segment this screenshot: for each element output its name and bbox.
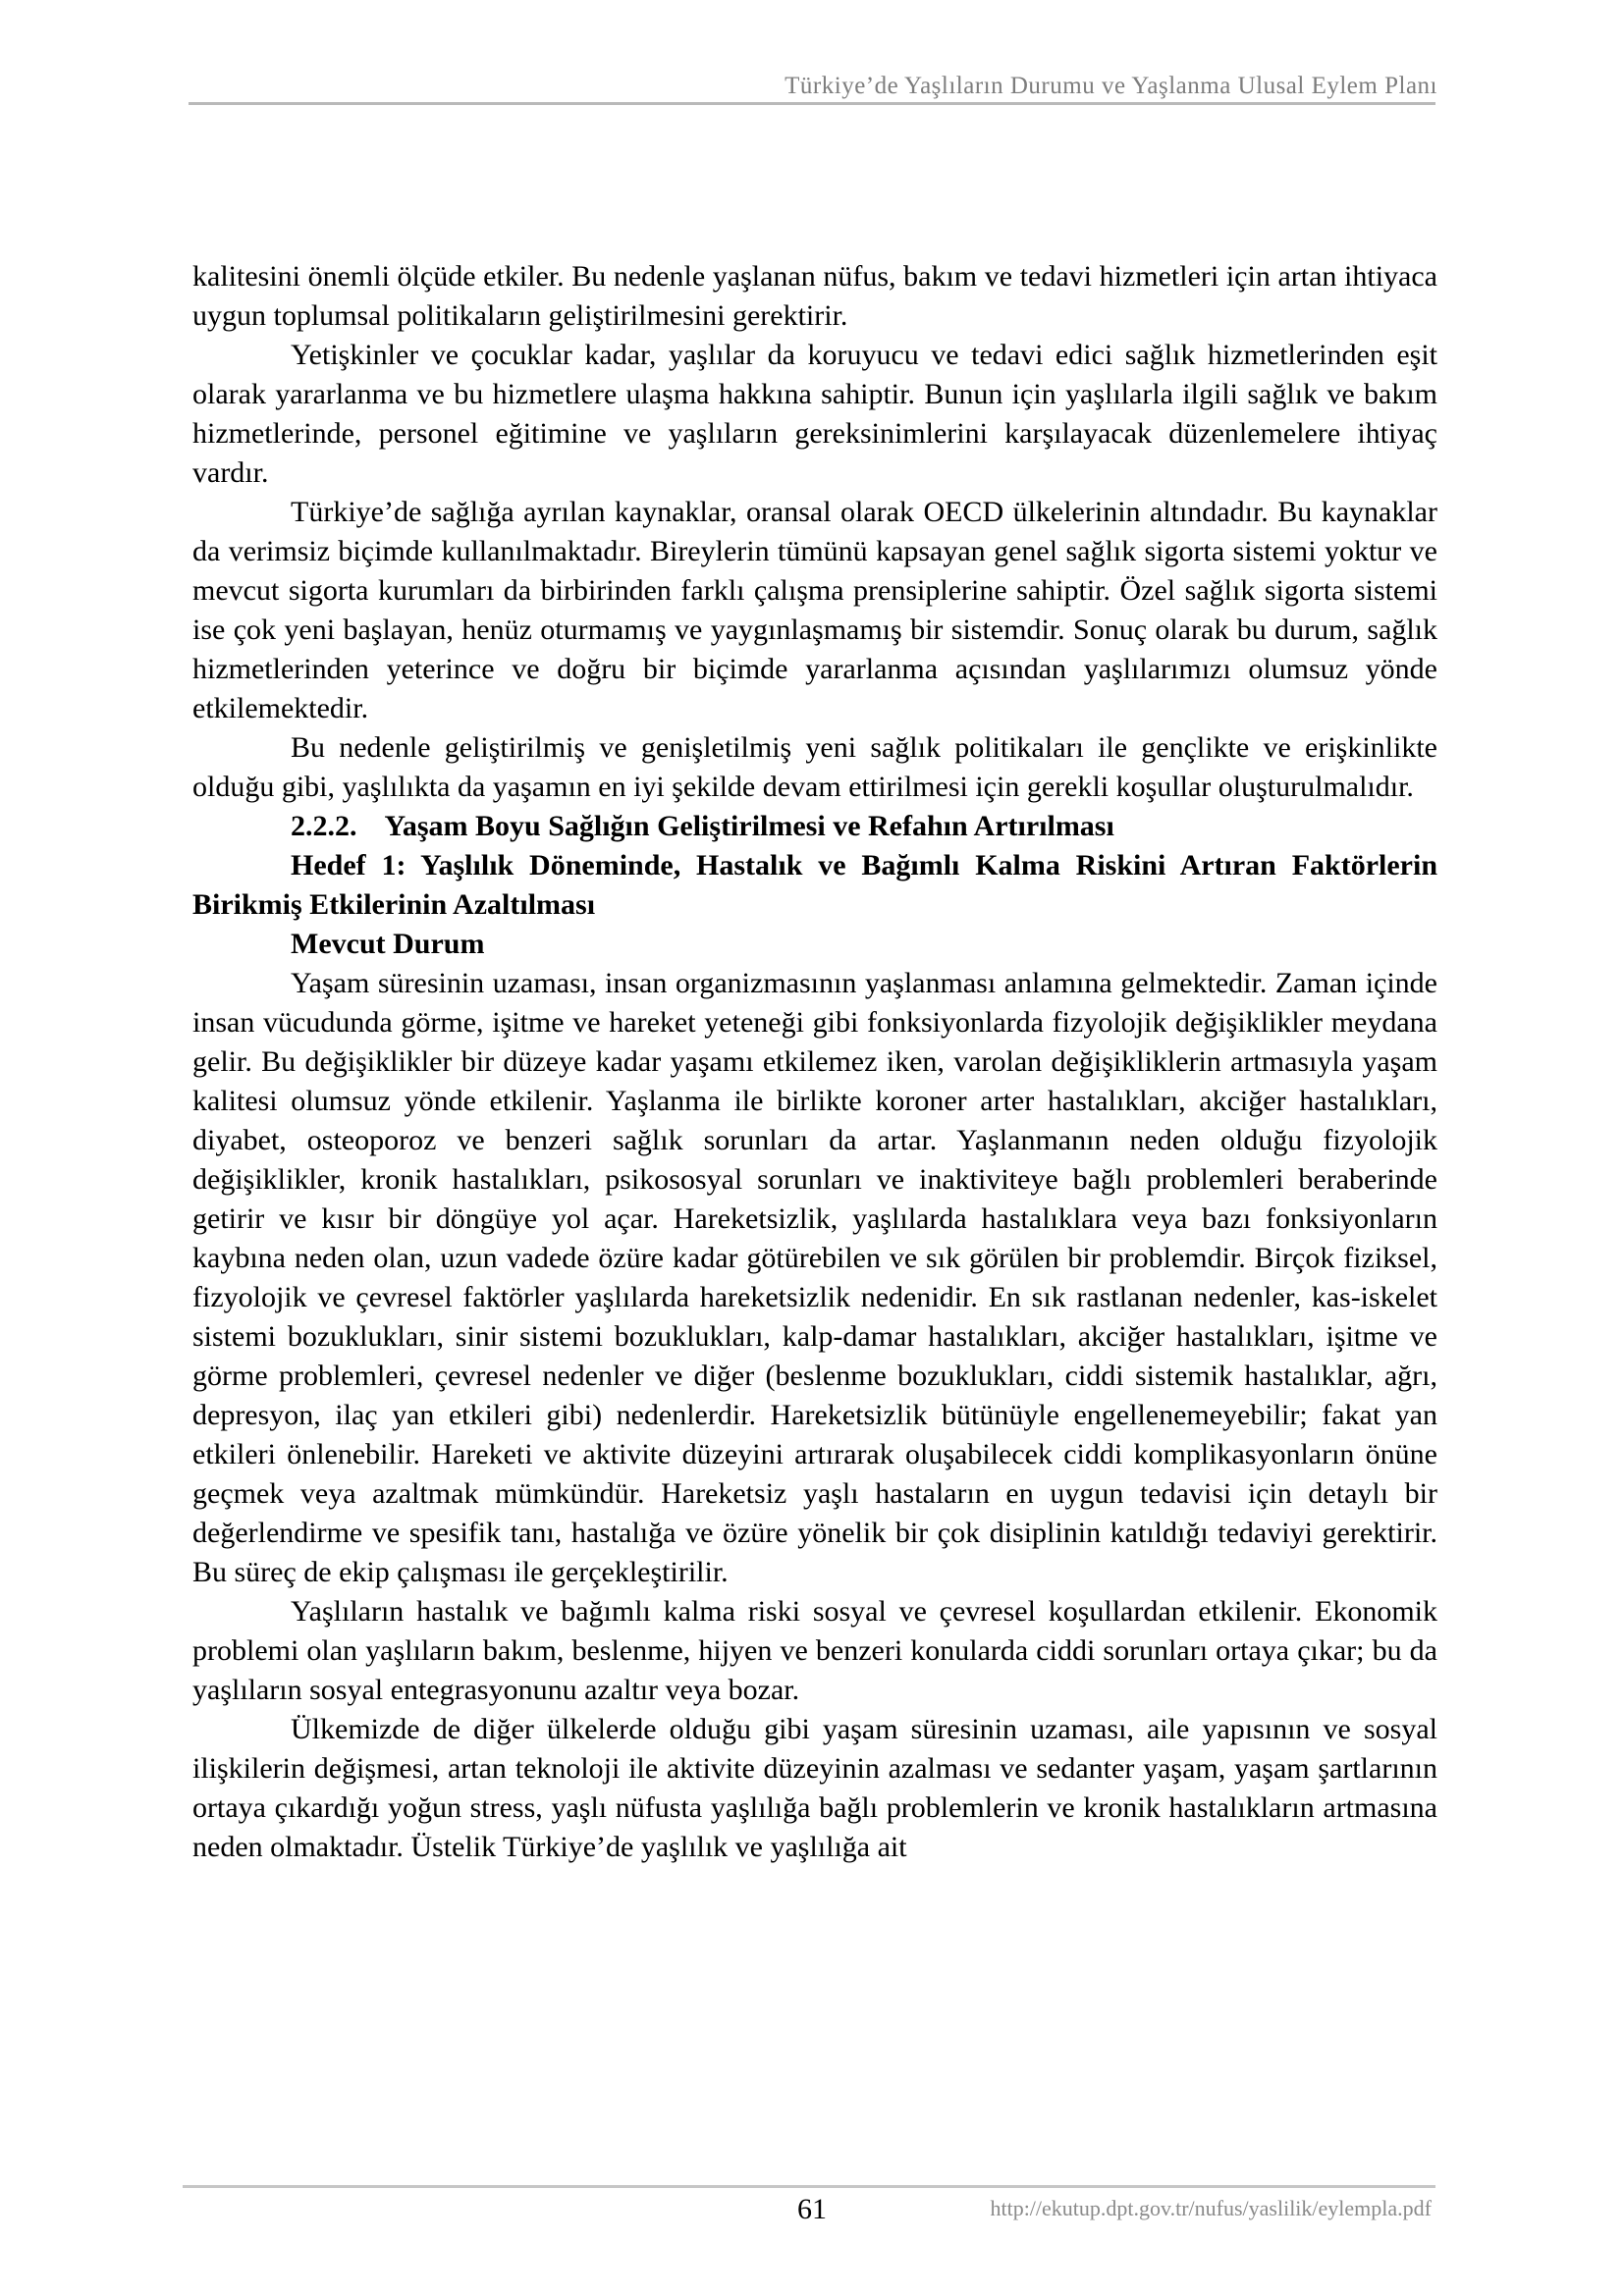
paragraph: kalitesini önemli ölçüde etkiler. Bu nedenle yaşlanan nüfus, bakım ve tedavi hizmetleri için artan ihtiyaca uygun toplumsal politikaların geliştirilmesini gerektirir. — [192, 260, 1437, 332]
page-body — [192, 257, 1437, 1867]
section-number: 2.2.2. — [291, 810, 357, 842]
paragraph: Yetişkinler ve çocuklar kadar, yaşlılar da koruyucu ve tedavi edici sağlık hizmetlerinden eşit olarak yararlanma ve bu hizmetlere ulaşma hakkına sahiptir. Bunun için yaşlılarla ilgili sağlık ve bakım hizmetlerinde, personel eğitimine ve yaşlıların gereksinimlerini karşılayacak düzenlemelere ihtiyaç vardır. — [192, 339, 1437, 489]
section-heading — [192, 807, 1437, 846]
footer-rule — [183, 2185, 1435, 2188]
page-number: 61 — [797, 2193, 827, 2225]
paragraph: Türkiye’de sağlığa ayrılan kaynaklar, oransal olarak OECD ülkelerinin altındadır. Bu kaynaklar da verimsiz biçimde kullanılmaktadır. Bireylerin tümünü kapsayan genel sağlık sigorta sistemi yoktur ve mevcut sigorta kurumları da birbirinden farklı çalışma prensiplerine sahiptir. Özel sağlık sigorta sistemi ise çok yeni başlayan, henüz oturmamış ve yaygınlaşmamış bir sistemdir. Sonuç olarak bu durum, sağlık hizmetlerinden yeterince ve doğru bir biçimde yararlanma açısından yaşlılarımızı olumsuz yönde etkilemektedir. — [192, 496, 1437, 724]
header-rule — [189, 102, 1435, 105]
section-title: Yaşam Boyu Sağlığın Geliştirilmesi ve Refahın Artırılması — [384, 810, 1114, 842]
paragraph: Yaşlıların hastalık ve bağımlı kalma riski sosyal ve çevresel koşullardan etkilenir. Ekonomik problemi olan yaşlıların bakım, beslenme, hijyen ve benzeri konularda ciddi sorunları ortaya çıkar; bu da yaşlıların sosyal entegrasyonunu azaltır veya bozar. — [192, 1595, 1437, 1706]
running-header-title: Türkiye’de Yaşlıların Durumu ve Yaşlanma Ulusal Eylem Planı — [785, 73, 1437, 99]
footer-source-url: http://ekutup.dpt.gov.tr/nufus/yaslilik/eylempla.pdf — [990, 2196, 1432, 2220]
paragraph: Yaşam süresinin uzaması, insan organizmasının yaşlanması anlamına gelmektedir. Zaman içinde insan vücudunda görme, işitme ve hareket yeteneği gibi fonksiyonlarda fizyolojik değişiklikler meydana gelir. Bu değişiklikler bir düzeye kadar yaşamı etkilemez iken, varolan değişikliklerin artmasıyla yaşam kalitesi olumsuz yönde etkilenir. Yaşlanma ile birlikte koroner arter hastalıkları, akciğer hastalıkları, diyabet, osteoporoz ve benzeri sağlık sorunları da artar. Yaşlanmanın neden olduğu fizyolojik değişiklikler, kronik hastalıkları, psikososyal sorunları ve inaktiviteye bağlı problemleri beraberinde getirir ve kısır bir döngüye yol açar. Hareketsizlik, yaşlılarda hastalıklara veya bazı fonksiyonların kaybına neden olan, uzun vadede özüre kadar götürebilen ve sık görülen bir problemdir. Birçok fiziksel, fizyolojik ve çevresel faktörler yaşlılarda hareketsizlik nedenidir. En sık rastlanan nedenler, kas-iskelet sistemi bozuklukları, sinir sistemi bozuklukları, kalp-damar hastalıkları, akciğer hastalıkları, işitme ve görme problemleri, çevresel nedenler ve diğer (beslenme bozuklukları, ciddi sistemik hastalıklar, ağrı, depresyon, ilaç yan etkileri gibi) nedenlerdir. Hareketsizlik bütünüyle engellenemeyebilir; fakat yan etkileri önlenebilir. Hareketi ve aktivite düzeyini artırarak oluşabilecek ciddi komplikasyonların önüne geçmek veya azaltmak mümkündür. Hareketsiz yaşlı hastaların en uygun tedavisi için detaylı bir değerlendirme ve spesifik tanı, hastalığa ve özüre yönelik bir çok disiplinin katıldığı tedaviyi gerektirir. Bu süreç de ekip çalışması ile gerçekleştirilir. — [192, 967, 1437, 1588]
paragraph: Bu nedenle geliştirilmiş ve genişletilmiş yeni sağlık politikaları ile gençlikte ve erişkinlikte olduğu gibi, yaşlılıkta da yaşamın en iyi şekilde devam ettirilmesi için gerekli koşullar oluşturulmalıdır. — [192, 731, 1437, 803]
paragraph: Ülkemizde de diğer ülkelerde olduğu gibi yaşam süresinin uzaması, aile yapısının ve sosyal ilişkilerin değişmesi, artan teknoloji ile aktivite düzeyinin azalması ve sedanter yaşam, yaşam şartlarının ortaya çıkardığı yoğun stress, yaşlı nüfusta yaşlılığa bağlı problemlerin ve kronik hastalıkların artmasına neden olmaktadır. Üstelik Türkiye’de yaşlılık ve yaşlılığa ait — [192, 1713, 1437, 1863]
status-heading: Mevcut Durum — [291, 928, 485, 960]
goal-heading: Hedef 1: Yaşlılık Döneminde, Hastalık ve Bağımlı Kalma Riskini Artıran Faktörlerin Birikmiş Etkilerinin Azaltılması — [192, 849, 1437, 921]
